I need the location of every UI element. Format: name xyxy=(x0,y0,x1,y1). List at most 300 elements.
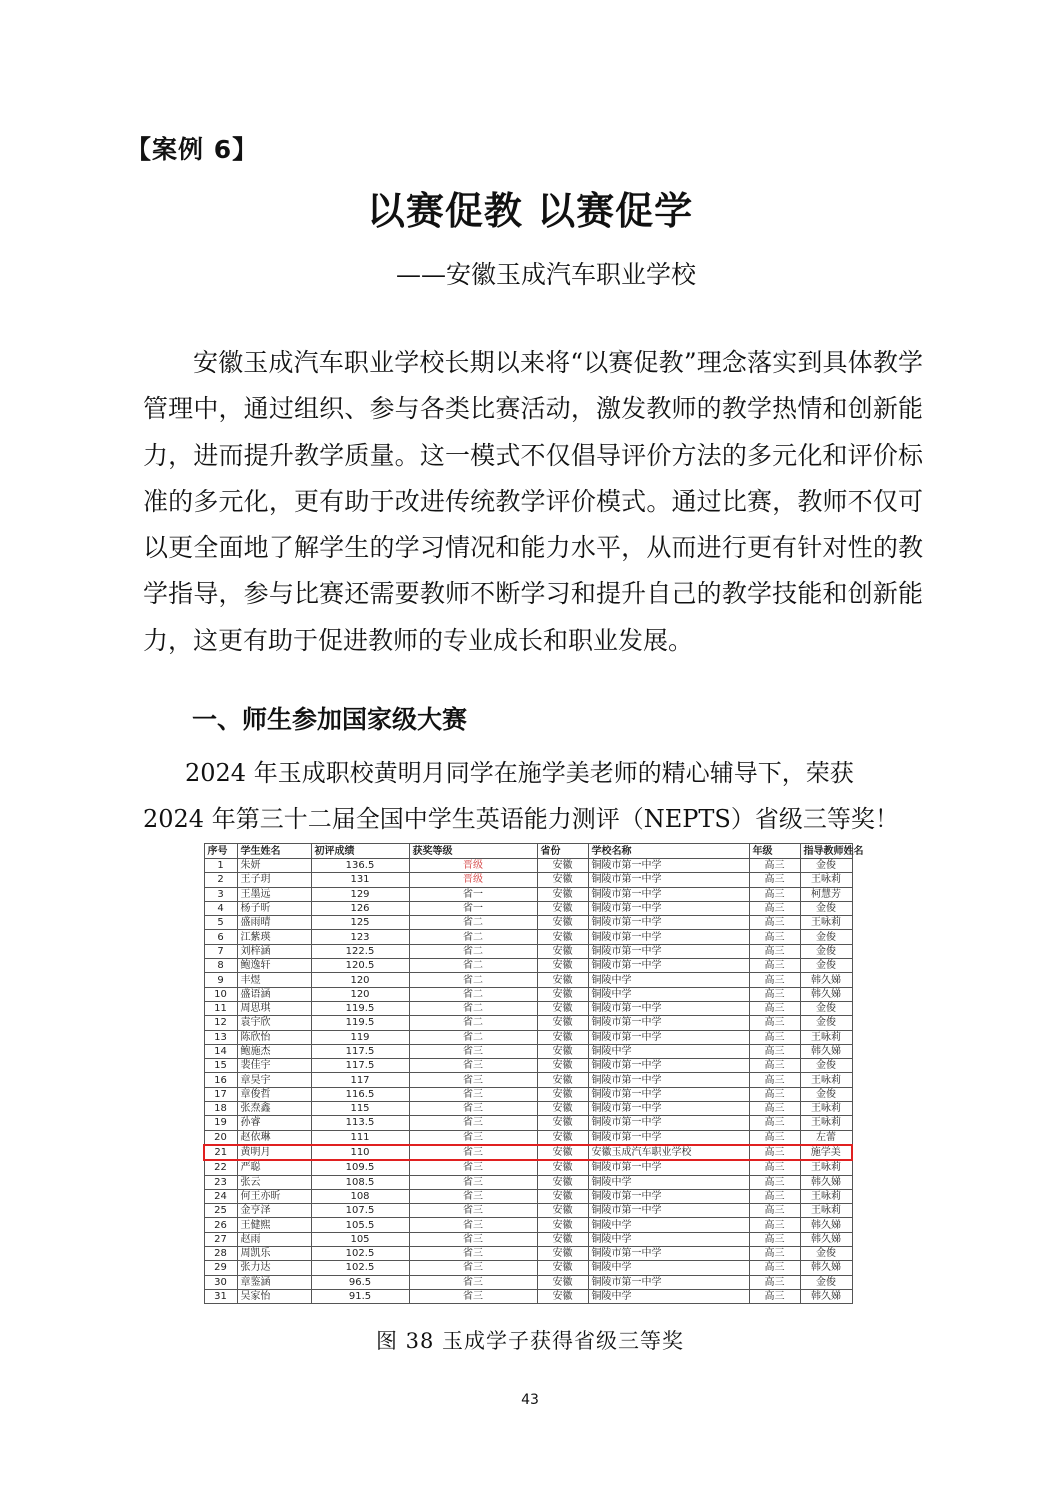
table-cell: 铜陵市第一中学 xyxy=(588,1001,749,1015)
table-cell: 116.5 xyxy=(311,1087,409,1101)
table-row xyxy=(204,1073,852,1087)
column-header: 年级 xyxy=(749,844,800,859)
table-cell: 9 xyxy=(204,973,237,987)
table-cell: 安徽 xyxy=(537,1016,588,1030)
table-cell: 金俊 xyxy=(800,901,852,915)
table-cell: 15 xyxy=(204,1059,237,1073)
column-header: 初评成绩 xyxy=(311,844,409,859)
table-cell: 1 xyxy=(204,859,237,873)
table-cell: 高三 xyxy=(749,1175,800,1189)
table-cell: 铜陵市第一中学 xyxy=(588,901,749,915)
table-cell: 张云 xyxy=(237,1175,311,1189)
table-cell: 120 xyxy=(311,987,409,1001)
table-cell: 高三 xyxy=(749,1059,800,1073)
table-cell: 王子玥 xyxy=(237,873,311,887)
table-cell: 136.5 xyxy=(311,859,409,873)
table-cell: 高三 xyxy=(749,1160,800,1175)
table-cell: 5 xyxy=(204,916,237,930)
table-cell: 金俊 xyxy=(800,1016,852,1030)
table-cell: 安徽 xyxy=(537,1204,588,1218)
table-row xyxy=(204,1218,852,1232)
table-cell: 省三 xyxy=(409,1160,537,1175)
table-cell: 省三 xyxy=(409,1145,537,1160)
table-cell: 省三 xyxy=(409,1218,537,1232)
table-cell: 122.5 xyxy=(311,944,409,958)
table-cell: 吴家怡 xyxy=(237,1289,311,1303)
table-cell: 高三 xyxy=(749,959,800,973)
intro-paragraph: 安徽玉成汽车职业学校长期以来将“以赛促教”理念落实到具体教学管理中，通过组织、参与各类比赛活动，激发教师的教学热情和创新能力，进而提升教学质量。这一模式不仅倡导评价方法的多元化和评价标准的多元化，更有助于改进传统教学评价模式。通过比赛，教师不仅可以更全面地了解学生的学习情况和能力水平，从而进行更有针对性的教学指导，参与比赛还需要教师不断学习和提升自己的教学技能和创新能力，这更有助于促进教师的专业成长和职业发展。 xyxy=(143,348,923,655)
table-cell: 115 xyxy=(311,1102,409,1116)
page-number: 43 xyxy=(521,1392,539,1408)
table-cell: 11 xyxy=(204,1001,237,1015)
table-row xyxy=(204,1044,852,1058)
award-paragraph xyxy=(143,750,923,842)
table-cell: 安徽玉成汽车职业学校 xyxy=(588,1145,749,1160)
table-cell: 129 xyxy=(311,887,409,901)
table-cell: 省三 xyxy=(409,1116,537,1130)
table-cell: 韩久娣 xyxy=(800,1261,852,1275)
table-cell: 金俊 xyxy=(800,1087,852,1101)
table-cell: 省二 xyxy=(409,973,537,987)
table-cell: 金俊 xyxy=(800,959,852,973)
table-cell: 铜陵中学 xyxy=(588,1289,749,1303)
table-cell: 金俊 xyxy=(800,859,852,873)
table-cell: 20 xyxy=(204,1130,237,1145)
table-cell: 6 xyxy=(204,930,237,944)
table-cell: 鲍施杰 xyxy=(237,1044,311,1058)
table-cell: 10 xyxy=(204,987,237,1001)
table-cell: 126 xyxy=(311,901,409,915)
table-cell: 王咏莉 xyxy=(800,1073,852,1087)
table-row xyxy=(204,1261,852,1275)
table-row xyxy=(204,959,852,973)
table-cell: 117.5 xyxy=(311,1059,409,1073)
table-cell: 高三 xyxy=(749,1116,800,1130)
table-cell: 铜陵中学 xyxy=(588,1044,749,1058)
table-row xyxy=(204,1116,852,1130)
table-cell: 安徽 xyxy=(537,944,588,958)
table-cell: 高三 xyxy=(749,987,800,1001)
column-header: 省份 xyxy=(537,844,588,859)
table-cell: 铜陵中学 xyxy=(588,1232,749,1246)
column-header: 序号 xyxy=(204,844,237,859)
table-cell: 章鉴涵 xyxy=(237,1275,311,1289)
table-cell: 袁宇欣 xyxy=(237,1016,311,1030)
table-cell: 省二 xyxy=(409,987,537,1001)
table-cell: 安徽 xyxy=(537,1175,588,1189)
table-cell: 高三 xyxy=(749,973,800,987)
table-cell: 高三 xyxy=(749,916,800,930)
table-cell: 7 xyxy=(204,944,237,958)
table-cell: 铜陵市第一中学 xyxy=(588,1059,749,1073)
table-cell: 王墨远 xyxy=(237,887,311,901)
table-cell: 110 xyxy=(311,1145,409,1160)
table-cell: 安徽 xyxy=(537,873,588,887)
table-cell: 施学美 xyxy=(800,1145,852,1160)
column-header: 学校名称 xyxy=(588,844,749,859)
table-cell: 安徽 xyxy=(537,1232,588,1246)
table-row xyxy=(204,1016,852,1030)
table-cell: 铜陵中学 xyxy=(588,987,749,1001)
results-table xyxy=(203,843,864,1304)
table-cell: 2 xyxy=(204,873,237,887)
table-cell: 铜陵市第一中学 xyxy=(588,887,749,901)
table-cell: 杨子昕 xyxy=(237,901,311,915)
table-cell: 省一 xyxy=(409,887,537,901)
table-cell: 省二 xyxy=(409,959,537,973)
table-cell: 省三 xyxy=(409,1261,537,1275)
table-cell: 铜陵中学 xyxy=(588,1218,749,1232)
table-cell: 省三 xyxy=(409,1044,537,1058)
table-cell: 安徽 xyxy=(537,1073,588,1087)
table-cell: 19 xyxy=(204,1116,237,1130)
table-cell: 省三 xyxy=(409,1087,537,1101)
table-cell: 省二 xyxy=(409,930,537,944)
table-cell: 铜陵市第一中学 xyxy=(588,1073,749,1087)
column-header: 指导教师姓名 xyxy=(800,844,852,859)
table-cell: 安徽 xyxy=(537,859,588,873)
table-cell: 金俊 xyxy=(800,1059,852,1073)
table-cell: 119 xyxy=(311,1030,409,1044)
table-cell: 高三 xyxy=(749,1030,800,1044)
table-cell: 13 xyxy=(204,1030,237,1044)
table-cell: 张焘鑫 xyxy=(237,1102,311,1116)
table-cell: 王咏莉 xyxy=(800,873,852,887)
table-cell: 省三 xyxy=(409,1204,537,1218)
table-cell: 丰煜 xyxy=(237,973,311,987)
table-row xyxy=(204,901,852,915)
section-heading: 一、师生参加国家级大赛 xyxy=(192,705,468,734)
table-cell: 孙睿 xyxy=(237,1116,311,1130)
table-cell: 严聪 xyxy=(237,1160,311,1175)
table-cell: 省二 xyxy=(409,944,537,958)
column-header: 学生姓名 xyxy=(237,844,311,859)
table-cell: 金俊 xyxy=(800,930,852,944)
table-cell: 朱妍 xyxy=(237,859,311,873)
table-cell: 高三 xyxy=(749,1130,800,1145)
table-cell: 省三 xyxy=(409,1175,537,1189)
table-cell: 王咏莉 xyxy=(800,1160,852,1175)
table-cell: 晋级 xyxy=(409,873,537,887)
table-row xyxy=(204,1175,852,1189)
table-cell: 韩久娣 xyxy=(800,973,852,987)
table-cell: 省二 xyxy=(409,1016,537,1030)
table-cell: 铜陵市第一中学 xyxy=(588,1160,749,1175)
table-cell: 21 xyxy=(204,1145,237,1160)
table-body xyxy=(204,859,852,1304)
table-row xyxy=(204,1160,852,1175)
table-cell: 省三 xyxy=(409,1247,537,1261)
table-cell: 裴佳宇 xyxy=(237,1059,311,1073)
table-cell: 省三 xyxy=(409,1189,537,1203)
table-row xyxy=(204,1130,852,1145)
document-title: 以赛促教 以赛促学 xyxy=(366,189,694,233)
table-row xyxy=(204,1189,852,1203)
table-cell: 高三 xyxy=(749,873,800,887)
document-subtitle: ——安徽玉成汽车职业学校 xyxy=(396,260,697,289)
table-cell: 铜陵市第一中学 xyxy=(588,959,749,973)
table-cell: 24 xyxy=(204,1189,237,1203)
table-cell: 120 xyxy=(311,973,409,987)
table-row xyxy=(204,859,852,873)
table-cell: 章俊哲 xyxy=(237,1087,311,1101)
table-cell: 安徽 xyxy=(537,1145,588,1160)
table-cell: 王健熙 xyxy=(237,1218,311,1232)
table-cell: 省二 xyxy=(409,916,537,930)
table-cell: 4 xyxy=(204,901,237,915)
results-table-figure xyxy=(203,843,864,1304)
table-cell: 铜陵市第一中学 xyxy=(588,1030,749,1044)
table-cell: 赵依琳 xyxy=(237,1130,311,1145)
table-cell: 125 xyxy=(311,916,409,930)
table-cell: 安徽 xyxy=(537,1001,588,1015)
table-row xyxy=(204,1275,852,1289)
table-cell: 盛语涵 xyxy=(237,987,311,1001)
table-cell: 铜陵市第一中学 xyxy=(588,873,749,887)
table-cell: 96.5 xyxy=(311,1275,409,1289)
table-row xyxy=(204,1232,852,1246)
table-cell: 高三 xyxy=(749,944,800,958)
table-cell: 119.5 xyxy=(311,1001,409,1015)
table-cell: 安徽 xyxy=(537,1261,588,1275)
table-cell: 117 xyxy=(311,1073,409,1087)
table-cell: 安徽 xyxy=(537,1189,588,1203)
table-cell: 黄明月 xyxy=(237,1145,311,1160)
table-cell: 铜陵市第一中学 xyxy=(588,930,749,944)
table-cell: 30 xyxy=(204,1275,237,1289)
table-cell: 高三 xyxy=(749,1016,800,1030)
highlighted-table-row xyxy=(204,1145,852,1160)
table-cell: 安徽 xyxy=(537,1059,588,1073)
table-cell: 安徽 xyxy=(537,1087,588,1101)
table-cell: 柯慧芳 xyxy=(800,887,852,901)
table-cell: 23 xyxy=(204,1175,237,1189)
table-cell: 12 xyxy=(204,1016,237,1030)
table-row xyxy=(204,1289,852,1303)
table-cell: 高三 xyxy=(749,1087,800,1101)
table-cell: 120.5 xyxy=(311,959,409,973)
table-cell: 3 xyxy=(204,887,237,901)
table-cell: 周思琪 xyxy=(237,1001,311,1015)
table-cell: 102.5 xyxy=(311,1261,409,1275)
table-cell: 韩久娣 xyxy=(800,987,852,1001)
table-cell: 16 xyxy=(204,1073,237,1087)
table-cell: 周凯乐 xyxy=(237,1247,311,1261)
table-cell: 铜陵市第一中学 xyxy=(588,1087,749,1101)
table-cell: 铜陵市第一中学 xyxy=(588,1016,749,1030)
table-row xyxy=(204,1087,852,1101)
table-cell: 省三 xyxy=(409,1059,537,1073)
table-cell: 高三 xyxy=(749,1102,800,1116)
table-row xyxy=(204,1102,852,1116)
table-cell: 韩久娣 xyxy=(800,1218,852,1232)
table-cell: 安徽 xyxy=(537,901,588,915)
table-cell: 金俊 xyxy=(800,944,852,958)
table-cell: 高三 xyxy=(749,859,800,873)
table-cell: 王咏莉 xyxy=(800,1102,852,1116)
table-cell: 刘梓涵 xyxy=(237,944,311,958)
table-cell: 盛雨晴 xyxy=(237,916,311,930)
table-cell: 高三 xyxy=(749,1275,800,1289)
table-row xyxy=(204,1059,852,1073)
table-cell: 王咏莉 xyxy=(800,916,852,930)
table-cell: 安徽 xyxy=(537,959,588,973)
table-cell: 安徽 xyxy=(537,1289,588,1303)
table-cell: 14 xyxy=(204,1044,237,1058)
table-cell: 安徽 xyxy=(537,1160,588,1175)
table-cell: 22 xyxy=(204,1160,237,1175)
table-cell: 金俊 xyxy=(800,1247,852,1261)
table-cell: 省一 xyxy=(409,901,537,915)
table-cell: 陈欣怡 xyxy=(237,1030,311,1044)
table-row xyxy=(204,1247,852,1261)
case-label: 【案例 6】 xyxy=(126,135,259,164)
table-cell: 107.5 xyxy=(311,1204,409,1218)
table-cell: 29 xyxy=(204,1261,237,1275)
table-cell: 章昊宇 xyxy=(237,1073,311,1087)
table-cell: 省三 xyxy=(409,1232,537,1246)
table-cell: 高三 xyxy=(749,1261,800,1275)
table-cell: 韩久娣 xyxy=(800,1232,852,1246)
table-cell: 安徽 xyxy=(537,1116,588,1130)
table-cell: 安徽 xyxy=(537,930,588,944)
table-cell: 高三 xyxy=(749,930,800,944)
table-cell: 韩久娣 xyxy=(800,1175,852,1189)
table-cell: 省二 xyxy=(409,1030,537,1044)
table-cell: 省二 xyxy=(409,1001,537,1015)
table-cell: 高三 xyxy=(749,1001,800,1015)
table-cell: 26 xyxy=(204,1218,237,1232)
award-paragraph-line-1: 2024 年玉成职校黄明月同学在施学美老师的精心辅导下，荣获 xyxy=(185,759,854,787)
column-header: 获奖等级 xyxy=(409,844,537,859)
table-cell: 王咏莉 xyxy=(800,1030,852,1044)
table-cell: 108.5 xyxy=(311,1175,409,1189)
table-cell: 8 xyxy=(204,959,237,973)
table-cell: 金俊 xyxy=(800,1001,852,1015)
table-cell: 119.5 xyxy=(311,1016,409,1030)
table-cell: 111 xyxy=(311,1130,409,1145)
table-cell: 铜陵市第一中学 xyxy=(588,1204,749,1218)
table-cell: 韩久娣 xyxy=(800,1289,852,1303)
table-cell: 安徽 xyxy=(537,987,588,1001)
table-row xyxy=(204,1030,852,1044)
table-cell: 安徽 xyxy=(537,916,588,930)
table-cell: 何王亦昕 xyxy=(237,1189,311,1203)
table-cell: 安徽 xyxy=(537,973,588,987)
table-cell: 铜陵市第一中学 xyxy=(588,1130,749,1145)
table-cell: 高三 xyxy=(749,1232,800,1246)
table-cell: 铜陵市第一中学 xyxy=(588,1102,749,1116)
table-cell: 安徽 xyxy=(537,1247,588,1261)
table-cell: 109.5 xyxy=(311,1160,409,1175)
table-cell: 113.5 xyxy=(311,1116,409,1130)
table-row xyxy=(204,916,852,930)
table-cell: 左蕾 xyxy=(800,1130,852,1145)
table-cell: 省三 xyxy=(409,1275,537,1289)
table-cell: 18 xyxy=(204,1102,237,1116)
table-row xyxy=(204,1204,852,1218)
table-cell: 铜陵市第一中学 xyxy=(588,944,749,958)
award-paragraph-line-2: 2024 年第三十二届全国中学生英语能力测评（NEPTS）省级三等奖！ xyxy=(143,805,899,833)
table-cell: 高三 xyxy=(749,901,800,915)
table-cell: 105 xyxy=(311,1232,409,1246)
table-cell: 高三 xyxy=(749,1044,800,1058)
table-cell: 金亨泽 xyxy=(237,1204,311,1218)
table-cell: 省三 xyxy=(409,1289,537,1303)
table-cell: 铜陵市第一中学 xyxy=(588,1275,749,1289)
table-row xyxy=(204,930,852,944)
table-row xyxy=(204,973,852,987)
table-cell: 铜陵市第一中学 xyxy=(588,1247,749,1261)
table-cell: 安徽 xyxy=(537,1030,588,1044)
table-cell: 王咏莉 xyxy=(800,1189,852,1203)
table-cell: 117.5 xyxy=(311,1044,409,1058)
table-cell: 高三 xyxy=(749,1218,800,1232)
table-cell: 31 xyxy=(204,1289,237,1303)
table-cell: 王咏莉 xyxy=(800,1204,852,1218)
table-cell: 108 xyxy=(311,1189,409,1203)
table-cell: 金俊 xyxy=(800,1275,852,1289)
table-cell: 铜陵市第一中学 xyxy=(588,916,749,930)
table-cell: 晋级 xyxy=(409,859,537,873)
table-cell: 铜陵市第一中学 xyxy=(588,1116,749,1130)
table-cell: 高三 xyxy=(749,1145,800,1160)
table-cell: 省三 xyxy=(409,1073,537,1087)
table-cell: 王咏莉 xyxy=(800,1116,852,1130)
table-cell: 铜陵市第一中学 xyxy=(588,1189,749,1203)
table-cell: 高三 xyxy=(749,887,800,901)
figure-caption: 图 38 玉成学子获得省级三等奖 xyxy=(375,1329,685,1353)
table-cell: 铜陵中学 xyxy=(588,1175,749,1189)
table-cell: 安徽 xyxy=(537,1130,588,1145)
table-cell: 江紫瑛 xyxy=(237,930,311,944)
table-cell: 高三 xyxy=(749,1289,800,1303)
table-cell: 17 xyxy=(204,1087,237,1101)
table-cell: 高三 xyxy=(749,1073,800,1087)
table-cell: 安徽 xyxy=(537,1102,588,1116)
table-cell: 安徽 xyxy=(537,1275,588,1289)
table-cell: 鲍逸轩 xyxy=(237,959,311,973)
table-cell: 123 xyxy=(311,930,409,944)
table-row xyxy=(204,944,852,958)
table-cell: 102.5 xyxy=(311,1247,409,1261)
table-cell: 韩久娣 xyxy=(800,1044,852,1058)
table-cell: 铜陵市第一中学 xyxy=(588,859,749,873)
table-row xyxy=(204,987,852,1001)
table-cell: 安徽 xyxy=(537,1218,588,1232)
table-cell: 28 xyxy=(204,1247,237,1261)
table-cell: 高三 xyxy=(749,1189,800,1203)
table-row xyxy=(204,1001,852,1015)
table-cell: 安徽 xyxy=(537,1044,588,1058)
table-cell: 张力达 xyxy=(237,1261,311,1275)
table-cell: 91.5 xyxy=(311,1289,409,1303)
table-cell: 27 xyxy=(204,1232,237,1246)
table-cell: 高三 xyxy=(749,1204,800,1218)
table-cell: 赵雨 xyxy=(237,1232,311,1246)
table-cell: 省三 xyxy=(409,1130,537,1145)
table-cell: 铜陵中学 xyxy=(588,973,749,987)
table-cell: 铜陵中学 xyxy=(588,1261,749,1275)
table-row xyxy=(204,873,852,887)
table-header-row xyxy=(204,844,852,859)
table-cell: 省三 xyxy=(409,1102,537,1116)
table-cell: 105.5 xyxy=(311,1218,409,1232)
table-cell: 25 xyxy=(204,1204,237,1218)
table-cell: 131 xyxy=(311,873,409,887)
table-row xyxy=(204,887,852,901)
table-cell: 安徽 xyxy=(537,887,588,901)
